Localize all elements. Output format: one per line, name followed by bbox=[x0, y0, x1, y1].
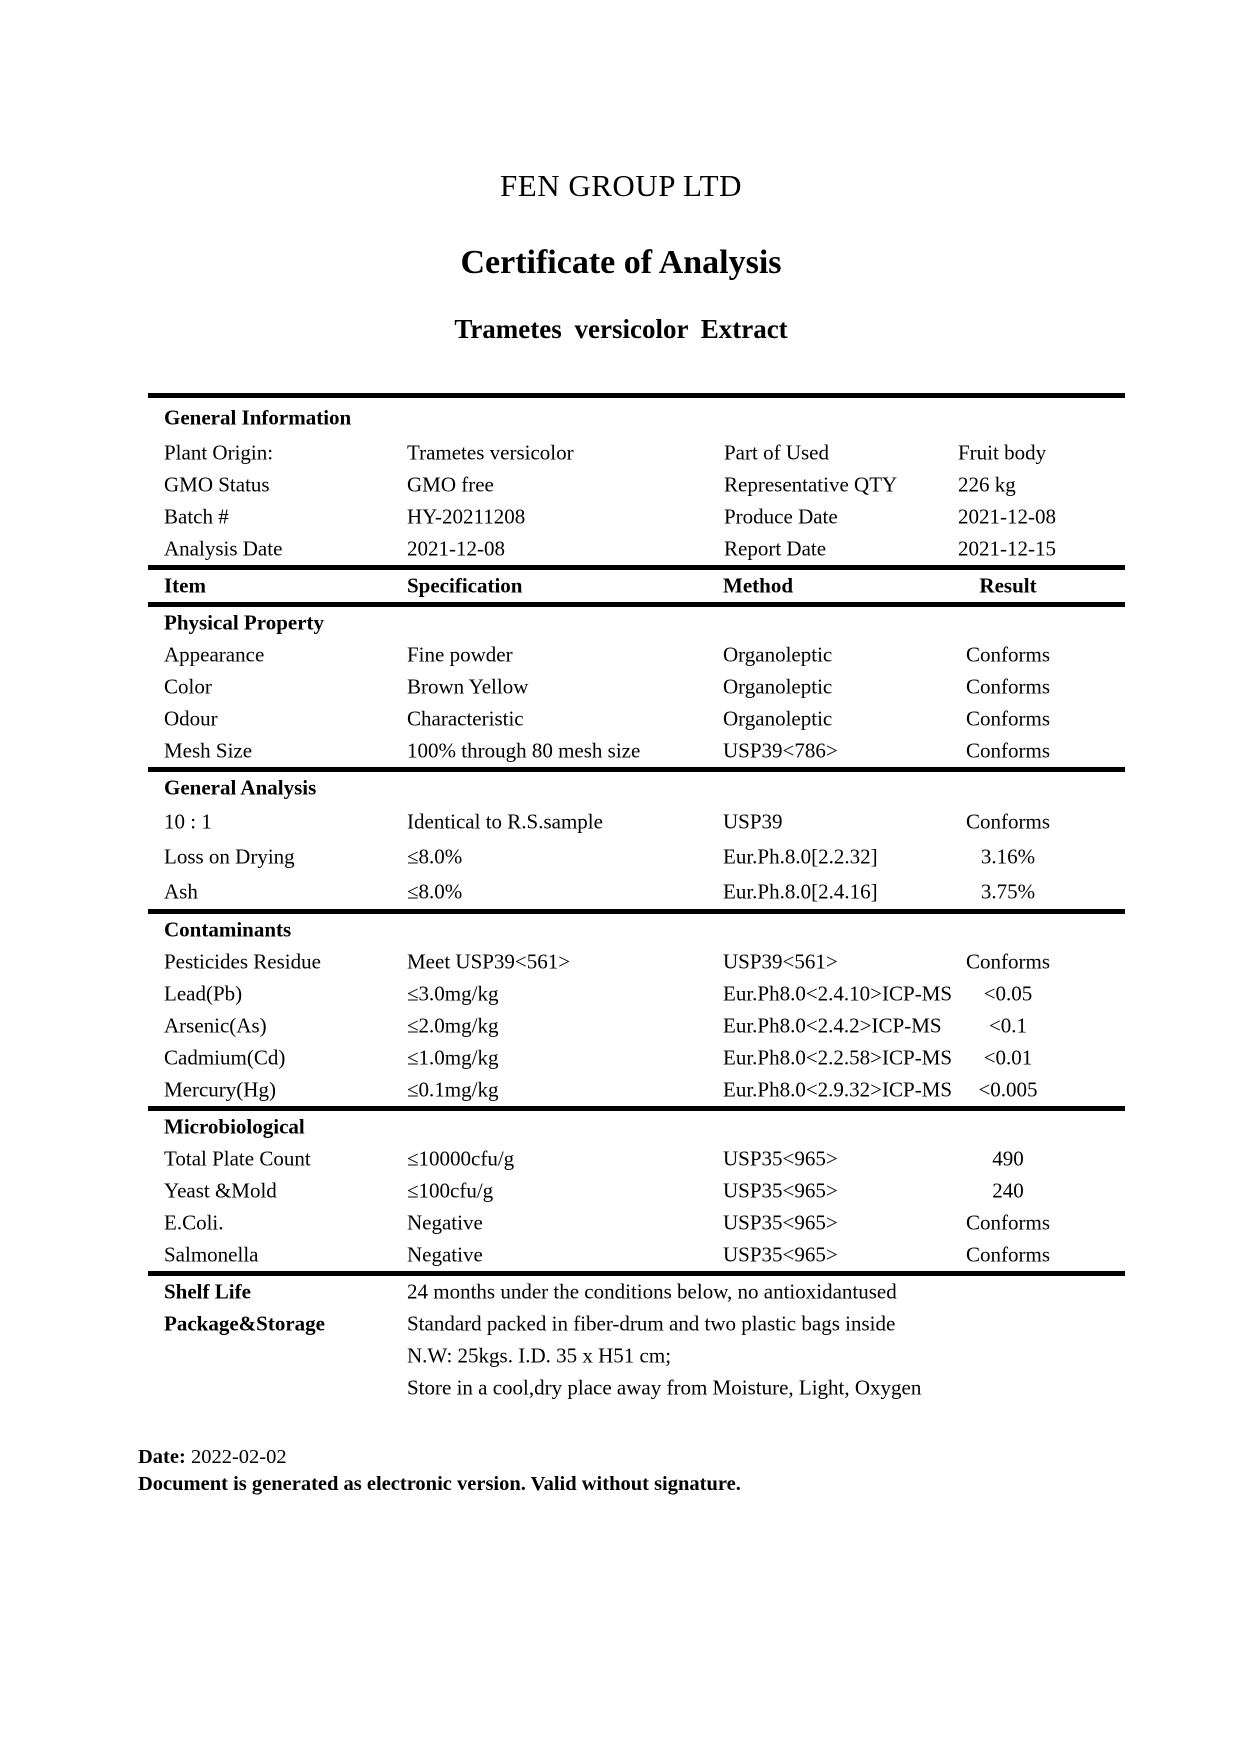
method-cell: Organoleptic bbox=[723, 674, 833, 699]
product-name: Trametes versicolor Extract bbox=[454, 314, 788, 344]
date-label: Date: bbox=[138, 1446, 186, 1468]
method-cell: Organoleptic bbox=[723, 706, 833, 731]
item-cell: Loss on Drying bbox=[164, 844, 295, 868]
info-value: GMO free bbox=[407, 472, 494, 497]
storage-row bbox=[148, 1276, 1125, 1308]
method-cell: Eur.Ph8.0<2.4.10>ICP-MS bbox=[723, 981, 953, 1006]
spec-cell: ≤0.1mg/kg bbox=[407, 1077, 499, 1102]
info-label: Analysis Date bbox=[164, 536, 283, 561]
method-cell: Organoleptic bbox=[723, 642, 833, 667]
table-row bbox=[148, 1239, 1125, 1271]
result-cell: Conforms bbox=[966, 949, 1050, 974]
spec-cell: ≤10000cfu/g bbox=[407, 1146, 515, 1171]
info-value: 2021-12-08 bbox=[958, 504, 1056, 529]
column-header-result: Result bbox=[979, 573, 1037, 598]
result-cell: 490 bbox=[992, 1146, 1024, 1171]
section-header-physical-property bbox=[148, 607, 1125, 639]
table-row bbox=[148, 978, 1125, 1010]
table-row bbox=[148, 703, 1125, 735]
spec-cell: Brown Yellow bbox=[407, 674, 529, 699]
validity-note: Document is generated as electronic version. Valid without signature. bbox=[138, 1473, 741, 1495]
method-cell: USP35<965> bbox=[723, 1146, 838, 1171]
section-header-microbiological bbox=[148, 1111, 1125, 1143]
result-cell: <0.01 bbox=[983, 1045, 1033, 1070]
item-cell: Mesh Size bbox=[164, 738, 253, 763]
result-cell: Conforms bbox=[966, 674, 1050, 699]
column-header-method: Method bbox=[723, 573, 793, 598]
storage-label: Shelf Life bbox=[164, 1279, 251, 1304]
item-cell: 10 : 1 bbox=[164, 809, 212, 833]
info-label: Plant Origin: bbox=[164, 440, 274, 465]
info-value: 2021-12-15 bbox=[958, 536, 1056, 561]
date-value: 2022-02-02 bbox=[190, 1446, 287, 1468]
item-cell: Lead(Pb) bbox=[164, 981, 243, 1006]
method-cell: USP39<786> bbox=[723, 738, 838, 763]
spec-cell: Identical to R.S.sample bbox=[407, 809, 603, 833]
item-cell: Yeast &Mold bbox=[164, 1178, 277, 1203]
section-title: Microbiological bbox=[164, 1114, 305, 1139]
info-label: Batch # bbox=[164, 504, 229, 529]
info-label: Part of Used bbox=[724, 440, 829, 465]
method-cell: Eur.Ph.8.0[2.4.16] bbox=[723, 879, 878, 903]
info-label: GMO Status bbox=[164, 472, 270, 497]
section-header-general-analysis bbox=[148, 772, 1125, 804]
spec-cell: Fine powder bbox=[407, 642, 513, 667]
spec-cell: ≤3.0mg/kg bbox=[407, 981, 499, 1006]
info-value: 226 kg bbox=[958, 472, 1016, 497]
table-row bbox=[148, 1074, 1125, 1106]
table-row bbox=[148, 735, 1125, 767]
result-cell: Conforms bbox=[966, 1210, 1050, 1235]
table-row bbox=[148, 1042, 1125, 1074]
item-cell: Appearance bbox=[164, 642, 265, 667]
result-cell: Conforms bbox=[966, 706, 1050, 731]
section-title: General Information bbox=[164, 405, 352, 429]
result-cell: <0.05 bbox=[983, 981, 1033, 1006]
spec-cell: ≤1.0mg/kg bbox=[407, 1045, 499, 1070]
method-cell: Eur.Ph8.0<2.9.32>ICP-MS bbox=[723, 1077, 953, 1102]
storage-text: N.W: 25kgs. I.D. 35 x H51 cm; bbox=[407, 1343, 672, 1368]
storage-text: Store in a cool,dry place away from Moisture, Light, Oxygen bbox=[407, 1375, 922, 1400]
table-row bbox=[148, 839, 1125, 874]
method-cell: Eur.Ph.8.0[2.2.32] bbox=[723, 844, 878, 868]
storage-label: Package&Storage bbox=[164, 1311, 325, 1336]
item-cell: Salmonella bbox=[164, 1242, 259, 1267]
spec-cell: Meet USP39<561> bbox=[407, 949, 571, 974]
company-name: FEN GROUP LTD bbox=[500, 168, 742, 203]
general-info-row bbox=[148, 469, 1125, 501]
method-cell: Eur.Ph8.0<2.2.58>ICP-MS bbox=[723, 1045, 953, 1070]
method-cell: Eur.Ph8.0<2.4.2>ICP-MS bbox=[723, 1013, 942, 1038]
item-cell: Total Plate Count bbox=[164, 1146, 311, 1171]
result-cell: Conforms bbox=[966, 1242, 1050, 1267]
result-cell: Conforms bbox=[966, 738, 1050, 763]
table-row bbox=[148, 1010, 1125, 1042]
method-cell: USP35<965> bbox=[723, 1178, 838, 1203]
result-cell: 3.75% bbox=[980, 879, 1036, 903]
method-cell: USP39 bbox=[723, 809, 783, 833]
method-cell: USP35<965> bbox=[723, 1242, 838, 1267]
column-header-item: Item bbox=[164, 573, 206, 598]
spec-cell: ≤100cfu/g bbox=[407, 1178, 494, 1203]
section-title: General Analysis bbox=[164, 775, 317, 800]
spec-cell: 100% through 80 mesh size bbox=[407, 738, 641, 763]
table-row bbox=[148, 1143, 1125, 1175]
document-title: Certificate of Analysis bbox=[460, 244, 782, 281]
general-info-row bbox=[148, 533, 1125, 565]
storage-text: Standard packed in fiber-drum and two plastic bags inside bbox=[407, 1311, 896, 1336]
storage-row bbox=[148, 1308, 1125, 1340]
table-row bbox=[148, 671, 1125, 703]
date-line bbox=[138, 1444, 741, 1471]
item-cell: E.Coli. bbox=[164, 1210, 224, 1235]
item-cell: Color bbox=[164, 674, 212, 699]
info-value: Fruit body bbox=[958, 440, 1047, 465]
table-row bbox=[148, 1175, 1125, 1207]
result-cell: <0.1 bbox=[988, 1013, 1028, 1038]
table-row bbox=[148, 804, 1125, 839]
info-label: Produce Date bbox=[724, 504, 838, 529]
table-row bbox=[148, 1207, 1125, 1239]
item-cell: Pesticides Residue bbox=[164, 949, 321, 974]
spec-cell: Negative bbox=[407, 1210, 483, 1235]
result-cell: 240 bbox=[992, 1178, 1024, 1203]
spec-cell: ≤8.0% bbox=[407, 879, 463, 903]
result-cell: 3.16% bbox=[980, 844, 1036, 868]
info-label: Report Date bbox=[724, 536, 827, 561]
info-label: Representative QTY bbox=[724, 472, 898, 497]
info-value: Trametes versicolor bbox=[407, 440, 574, 465]
general-info-row bbox=[148, 501, 1125, 533]
result-cell: Conforms bbox=[966, 809, 1050, 833]
method-cell: USP35<965> bbox=[723, 1210, 838, 1235]
item-cell: Cadmium(Cd) bbox=[164, 1045, 286, 1070]
section-header-general-information bbox=[148, 398, 1125, 437]
spec-cell: Characteristic bbox=[407, 706, 524, 731]
table-column-headers bbox=[148, 570, 1125, 602]
item-cell: Ash bbox=[164, 879, 198, 903]
result-cell: Conforms bbox=[966, 642, 1050, 667]
storage-text: 24 months under the conditions below, no antioxidantused bbox=[407, 1279, 897, 1304]
section-title: Contaminants bbox=[164, 917, 292, 942]
section-header-contaminants bbox=[148, 914, 1125, 946]
table-row bbox=[148, 946, 1125, 978]
table-row bbox=[148, 639, 1125, 671]
item-cell: Odour bbox=[164, 706, 218, 731]
item-cell: Arsenic(As) bbox=[164, 1013, 267, 1038]
storage-row bbox=[148, 1372, 1125, 1404]
spec-cell: ≤2.0mg/kg bbox=[407, 1013, 499, 1038]
document-footer bbox=[138, 1444, 741, 1498]
general-info-row bbox=[148, 437, 1125, 469]
coa-table bbox=[148, 393, 1125, 1404]
spec-cell: Negative bbox=[407, 1242, 483, 1267]
info-value: 2021-12-08 bbox=[407, 536, 505, 561]
table-row bbox=[148, 874, 1125, 909]
spec-cell: ≤8.0% bbox=[407, 844, 463, 868]
column-header-specification: Specification bbox=[407, 573, 523, 598]
method-cell: USP39<561> bbox=[723, 949, 838, 974]
result-cell: <0.005 bbox=[978, 1077, 1038, 1102]
section-title: Physical Property bbox=[164, 610, 325, 635]
storage-row bbox=[148, 1340, 1125, 1372]
info-value: HY-20211208 bbox=[407, 504, 526, 529]
item-cell: Mercury(Hg) bbox=[164, 1077, 276, 1102]
